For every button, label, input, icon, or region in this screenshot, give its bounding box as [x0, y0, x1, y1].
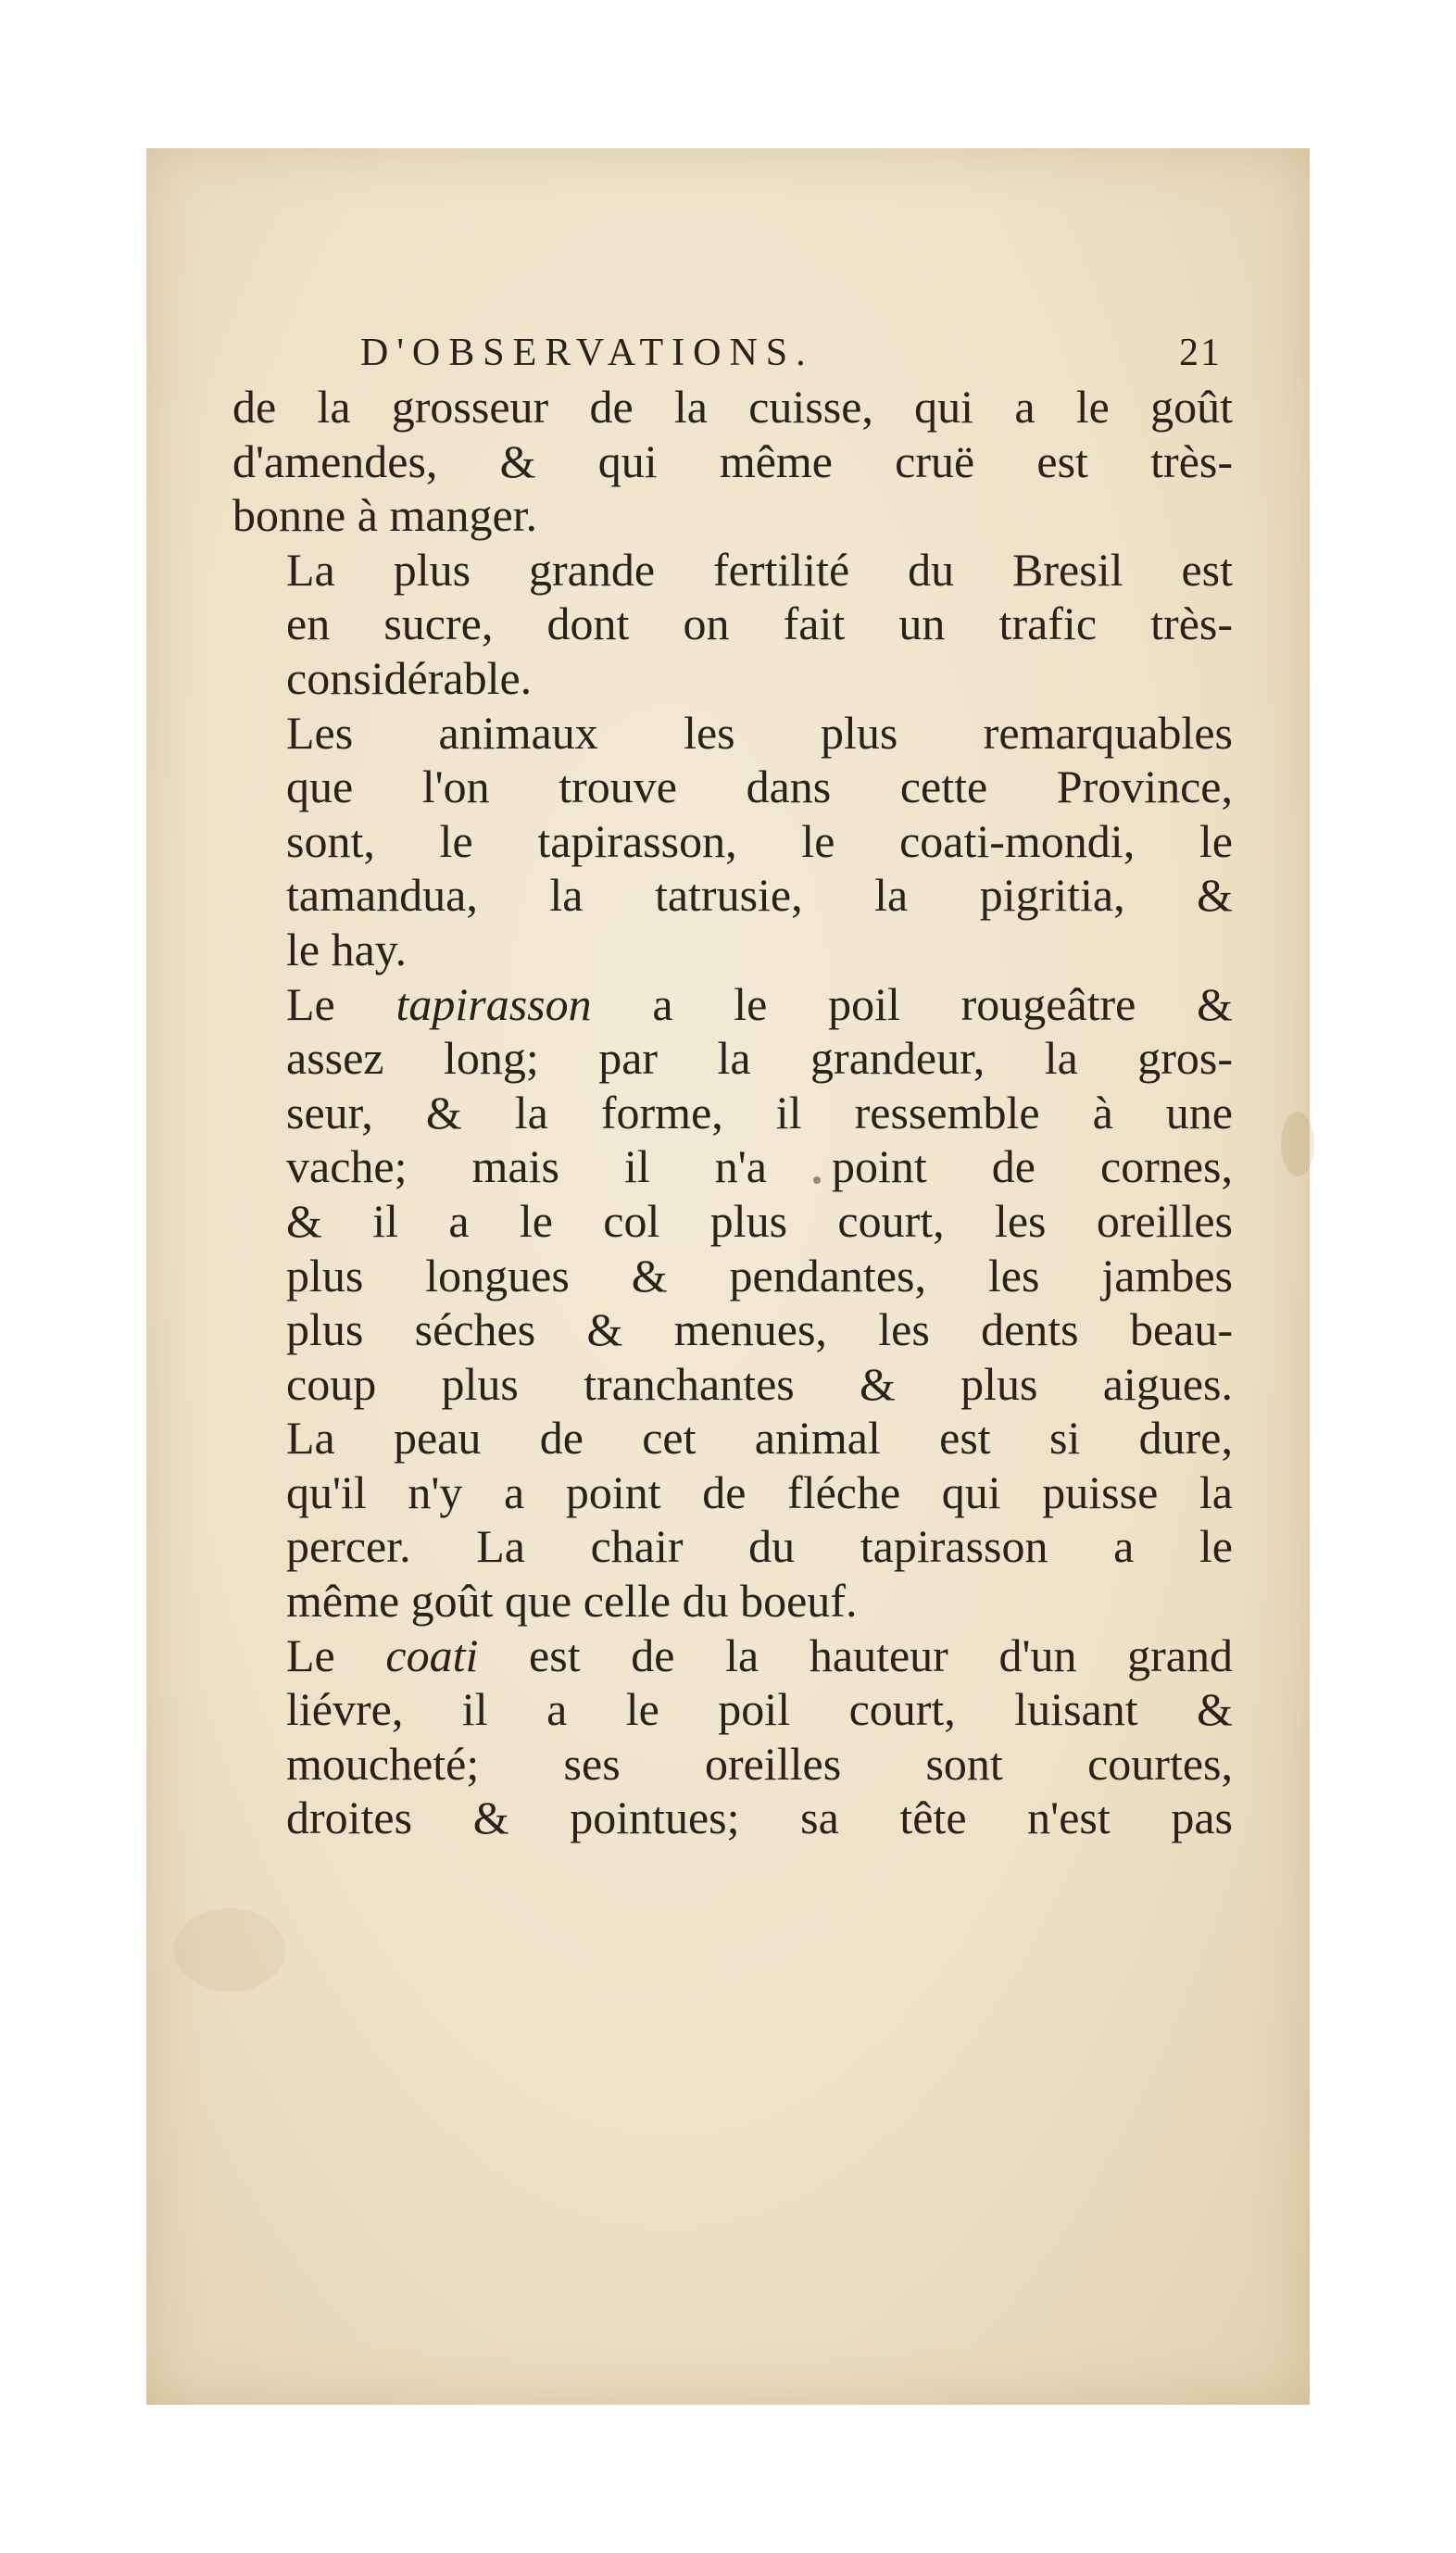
- text-line: seur, & la forme, il ressemble à une: [286, 1086, 1233, 1138]
- page-text: [232, 326, 1233, 1845]
- text-line: & il a le col plus court, les oreilles: [286, 1194, 1233, 1247]
- text-line: considérable.: [286, 651, 533, 704]
- paragraph: [232, 706, 1233, 977]
- text-line: bonne à manger.: [232, 489, 538, 542]
- text-line: le hay.: [286, 923, 408, 975]
- text-line: vache; mais il n'a point de cornes,: [286, 1140, 1233, 1193]
- text-line: La peau de cet animal est si dure,: [286, 1412, 1233, 1465]
- text-line: même goût que celle du boeuf.: [286, 1575, 858, 1628]
- page-header: [232, 326, 1233, 380]
- paragraph: [232, 380, 1233, 543]
- text-line: en sucre, dont on fait un trafic très-: [286, 597, 1233, 650]
- paper-stain: [1281, 1112, 1314, 1176]
- text-line: Le coati est de la hauteur d'un grand: [286, 1629, 1233, 1681]
- book-page: [146, 148, 1310, 2405]
- text-line: droites & pointues; sa tête n'est pas: [286, 1792, 1233, 1844]
- paragraph: [232, 1629, 1233, 1845]
- text-line: tamandua, la tatrusie, la pigritia, &: [286, 869, 1233, 922]
- text-line: plus séches & menues, les dents beau-: [286, 1303, 1233, 1356]
- text-line: que l'on trouve dans cette Province,: [286, 761, 1233, 813]
- text-line: qu'il n'y a point de fléche qui puisse la: [286, 1465, 1233, 1518]
- text-line: liévre, il a le poil court, luisant &: [286, 1683, 1233, 1736]
- text-line: plus longues & pendantes, les jambes: [286, 1249, 1233, 1302]
- text-line: percer. La chair du tapirasson a le: [286, 1520, 1233, 1573]
- text-line: d'amendes, & qui même cruë est très-: [232, 434, 1233, 487]
- text-line: coup plus tranchantes & plus aigues.: [286, 1357, 1233, 1410]
- text-line: sont, le tapirasson, le coati-mondi, le: [286, 814, 1233, 867]
- text-line: Les animaux les plus remarquables: [286, 706, 1233, 759]
- text-line: moucheté; ses oreilles sont courtes,: [286, 1737, 1233, 1790]
- text-line: de la grosseur de la cuisse, qui a le goût: [232, 381, 1233, 433]
- running-title: D'OBSERVATIONS.: [360, 332, 814, 374]
- paper-stain: [174, 1908, 285, 1992]
- page-number: 21: [1179, 332, 1222, 374]
- paragraph: [232, 543, 1233, 706]
- text-line: La plus grande fertilité du Bresil est: [286, 543, 1233, 596]
- text-line: assez long; par la grandeur, la gros-: [286, 1032, 1233, 1085]
- text-line: Le tapirasson a le poil rougeâtre &: [286, 977, 1233, 1030]
- paragraph: [232, 977, 1233, 1629]
